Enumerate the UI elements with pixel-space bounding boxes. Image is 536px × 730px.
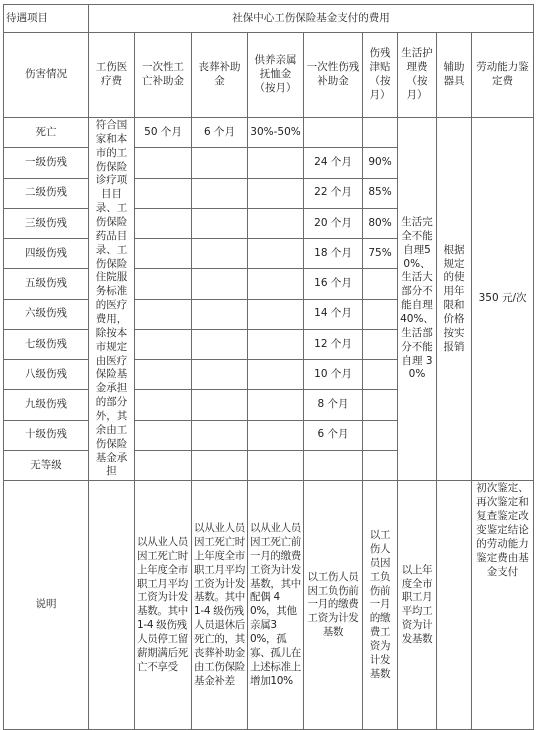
- lump-disability-header: 一次性伤残补助金: [304, 33, 363, 118]
- empty-cell: [304, 450, 363, 480]
- funeral-header: 丧葬补助金: [192, 33, 248, 118]
- medical-criteria: 符合国家和本市的工伤保险诊疗项目目录、工伤保险药品目录、工伤保险住院服务标准的医疗费用，除按本市规定由医疗保险基金承担的部分外，其余由工伤保险基金承担: [89, 118, 135, 481]
- lump-disability-value: 12 个月: [304, 329, 363, 359]
- lump-disability-value: 24 个月: [304, 148, 363, 178]
- dependents-header: 供养亲属抚恤金（按月）: [248, 33, 304, 118]
- empty-cell: [192, 329, 248, 359]
- lump-disability-value: 18 个月: [304, 239, 363, 269]
- lump-disability-value: 14 个月: [304, 299, 363, 329]
- empty-cell: [304, 118, 363, 148]
- empty-cell: [192, 420, 248, 450]
- fund-title: 社保中心工伤保险基金支付的费用: [89, 5, 534, 33]
- empty-cell: [135, 178, 192, 208]
- assistive-header: 辅助器具: [437, 33, 472, 118]
- lump-death-header: 一次性工亡补助金: [135, 33, 192, 118]
- empty-cell: [363, 420, 398, 450]
- empty-cell: [135, 450, 192, 480]
- row-label-grade-5: 五级伤残: [4, 269, 89, 299]
- row-label-grade-8: 八级伤残: [4, 360, 89, 390]
- lump-disability-value: 8 个月: [304, 390, 363, 420]
- empty-cell: [248, 178, 304, 208]
- injury-header: 伤害情况: [4, 33, 89, 118]
- row-label-grade-6: 六级伤残: [4, 299, 89, 329]
- empty-cell: [192, 148, 248, 178]
- living-care-note: 以上年度全市职工月平均工资为计发基数: [398, 481, 437, 730]
- row-label-grade-10: 十级伤残: [4, 420, 89, 450]
- notes-label: 说明: [4, 481, 89, 730]
- row-label-grade-9: 九级伤残: [4, 390, 89, 420]
- dependents-value: 30%-50%: [248, 118, 304, 148]
- lump-disability-note: 以工伤人员因工负伤前一月的缴费工资为计发基数: [304, 481, 363, 730]
- lump-death-note: 以从业人员因工死亡时上年度全市职工月平均工资为计发基数。其中1-4 级伤残人员停工留薪期满后死亡不享受: [135, 481, 192, 730]
- assessment-fee: 350 元/次: [472, 118, 534, 481]
- empty-cell: [135, 420, 192, 450]
- empty-cell: [248, 269, 304, 299]
- empty-cell: [135, 269, 192, 299]
- empty-cell: [135, 299, 192, 329]
- empty-cell: [363, 299, 398, 329]
- empty-cell: [248, 208, 304, 238]
- empty-cell: [248, 299, 304, 329]
- empty-cell: [192, 360, 248, 390]
- empty-cell: [248, 239, 304, 269]
- empty-cell: [248, 450, 304, 480]
- empty-cell: [192, 450, 248, 480]
- dependents-note: 以从业人员因工死亡前一月的缴费工资为计发基数，其中配偶 40%，其他亲属30%，孤寡、孤儿在上述标准上增加10%: [248, 481, 304, 730]
- empty-cell: [363, 450, 398, 480]
- assistive-criteria: 根据规定的使用年限和价格按实报销: [437, 118, 472, 481]
- empty-cell: [248, 148, 304, 178]
- benefits-table: [3, 4, 534, 730]
- row-label-grade-1: 一级伤残: [4, 148, 89, 178]
- assessment-header: 劳动能力鉴定费: [472, 33, 534, 118]
- lump-disability-value: 16 个月: [304, 269, 363, 299]
- lump-death-value: 50 个月: [135, 118, 192, 148]
- lump-disability-value: 10 个月: [304, 360, 363, 390]
- empty-cell: [135, 148, 192, 178]
- funeral-note: 以从业人员因工死亡时上年度全市职工月平均工资为计发基数。其中1-4 级伤残人员退休后死亡的，其丧葬补助金由工伤保险基金补差: [192, 481, 248, 730]
- empty-cell: [363, 269, 398, 299]
- empty-cell: [135, 329, 192, 359]
- empty-cell: [248, 390, 304, 420]
- allowance-value: 85%: [363, 178, 398, 208]
- category-header: 待遇项目: [4, 5, 89, 33]
- empty-cell: [192, 178, 248, 208]
- empty-cell: [192, 208, 248, 238]
- lump-disability-value: 20 个月: [304, 208, 363, 238]
- living-care-criteria: 生活完全不能自理50%、生活大部分不能自理40%、生活部分不能自理 30%: [398, 118, 437, 481]
- assessment-note: 初次鉴定、再次鉴定和复查鉴定改变鉴定结论的劳动能力鉴定费由基金支付: [472, 481, 534, 730]
- empty-cell: [363, 390, 398, 420]
- empty-cell: [192, 390, 248, 420]
- notes-row: [4, 481, 534, 730]
- empty-cell: [363, 360, 398, 390]
- medical-note-empty: [89, 481, 135, 730]
- empty-cell: [135, 390, 192, 420]
- empty-cell: [192, 299, 248, 329]
- allowance-value: 80%: [363, 208, 398, 238]
- row-label-death: 死亡: [4, 118, 89, 148]
- empty-cell: [248, 329, 304, 359]
- table-row: [4, 118, 534, 148]
- allowance-value: 75%: [363, 239, 398, 269]
- medical-header: 工伤医疗费: [89, 33, 135, 118]
- monthly-allowance-header: 伤残津贴（按月）: [363, 33, 398, 118]
- allowance-note: 以工伤人员因工负伤前一月的缴费工资为计发基数: [363, 481, 398, 730]
- lump-disability-value: 6 个月: [304, 420, 363, 450]
- empty-cell: [248, 420, 304, 450]
- living-care-header: 生活护理费（按月）: [398, 33, 437, 118]
- allowance-value: 90%: [363, 148, 398, 178]
- empty-cell: [248, 360, 304, 390]
- empty-cell: [135, 360, 192, 390]
- row-label-grade-7: 七级伤残: [4, 329, 89, 359]
- assistive-note-empty: [437, 481, 472, 730]
- lump-disability-value: 22 个月: [304, 178, 363, 208]
- row-label-no-grade: 无等级: [4, 450, 89, 480]
- empty-cell: [363, 329, 398, 359]
- row-label-grade-4: 四级伤残: [4, 239, 89, 269]
- empty-cell: [363, 118, 398, 148]
- empty-cell: [135, 208, 192, 238]
- empty-cell: [192, 269, 248, 299]
- funeral-value: 6 个月: [192, 118, 248, 148]
- row-label-grade-2: 二级伤残: [4, 178, 89, 208]
- empty-cell: [192, 239, 248, 269]
- empty-cell: [135, 239, 192, 269]
- row-label-grade-3: 三级伤残: [4, 208, 89, 238]
